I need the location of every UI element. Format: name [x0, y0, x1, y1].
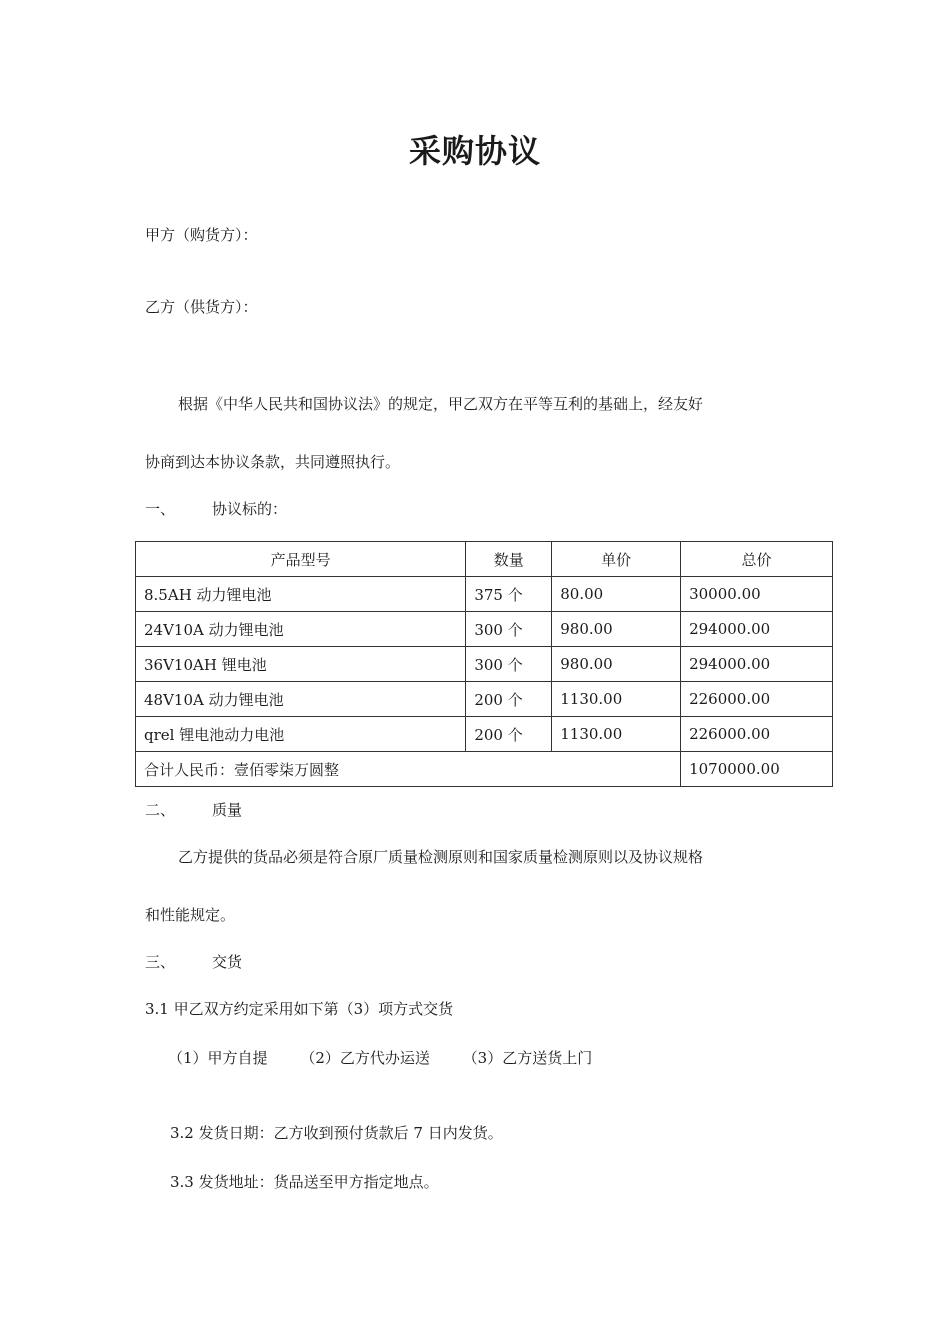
section-3-title: 交货: [212, 953, 243, 971]
cell-total-price: 226000.00: [681, 717, 833, 752]
cell-unit-price: 80.00: [552, 577, 681, 612]
total-amount-value: 1070000.00: [681, 752, 833, 787]
section-3-number: 三、: [145, 953, 176, 971]
cell-total-price: 30000.00: [681, 577, 833, 612]
table-header-row: [136, 542, 833, 577]
cell-quantity: 300 个: [466, 612, 552, 647]
cell-product-model: 36V10AH 锂电池: [136, 647, 466, 682]
table-total-row: [136, 752, 833, 787]
table-row: [136, 647, 833, 682]
header-product-model: 产品型号: [136, 542, 466, 577]
cell-total-price: 294000.00: [681, 612, 833, 647]
cell-product-model: qrel 锂电池动力电池: [136, 717, 466, 752]
delivery-option-2: （2）乙方代办运送: [300, 1049, 430, 1067]
cell-quantity: 200 个: [466, 717, 552, 752]
section-1-number: 一、: [145, 500, 176, 518]
header-unit-price: 单价: [552, 542, 681, 577]
intro-line-1: 根据《中华人民共和国协议法》的规定，甲乙双方在平等互利的基础上，经友好: [178, 395, 704, 413]
section-2-number: 二、: [145, 801, 176, 819]
document-title: 采购协议: [408, 132, 541, 170]
delivery-clause-3-2: 3.2 发货日期：乙方收到预付货款后 7 日内发货。: [170, 1124, 503, 1142]
cell-quantity: 375 个: [466, 577, 552, 612]
cell-quantity: 200 个: [466, 682, 552, 717]
party-a-label: 甲方（购货方）：: [145, 226, 258, 244]
intro-line-2: 协商到达本协议条款，共同遵照执行。: [145, 453, 401, 471]
table-row: [136, 682, 833, 717]
total-amount-label: 合计人民币：壹佰零柒万圆整: [136, 752, 681, 787]
delivery-option-1: （1）甲方自提: [168, 1049, 268, 1067]
header-quantity: 数量: [466, 542, 552, 577]
delivery-clause-3-3: 3.3 发货地址：货品送至甲方指定地点。: [170, 1173, 439, 1191]
table-row: [136, 612, 833, 647]
quality-line-1: 乙方提供的货品必须是符合原厂质量检测原则和国家质量检测原则以及协议规格: [178, 848, 704, 866]
quality-line-2: 和性能规定。: [145, 906, 236, 924]
cell-product-model: 24V10A 动力锂电池: [136, 612, 466, 647]
header-total-price: 总价: [681, 542, 833, 577]
section-1-title: 协议标的：: [212, 500, 288, 518]
cell-unit-price: 1130.00: [552, 682, 681, 717]
cell-unit-price: 980.00: [552, 647, 681, 682]
delivery-option-3: （3）乙方送货上门: [462, 1049, 593, 1067]
cell-product-model: 48V10A 动力锂电池: [136, 682, 466, 717]
cell-product-model: 8.5AH 动力锂电池: [136, 577, 466, 612]
cell-unit-price: 980.00: [552, 612, 681, 647]
product-table: [135, 541, 833, 787]
cell-total-price: 226000.00: [681, 682, 833, 717]
cell-unit-price: 1130.00: [552, 717, 681, 752]
section-2-title: 质量: [212, 801, 243, 819]
table-row: [136, 717, 833, 752]
party-b-label: 乙方（供货方）：: [145, 298, 258, 316]
delivery-clause-3-1: 3.1 甲乙双方约定采用如下第（3）项方式交货: [145, 1000, 454, 1018]
table-row: [136, 577, 833, 612]
cell-total-price: 294000.00: [681, 647, 833, 682]
cell-quantity: 300 个: [466, 647, 552, 682]
delivery-options: [168, 1047, 592, 1068]
